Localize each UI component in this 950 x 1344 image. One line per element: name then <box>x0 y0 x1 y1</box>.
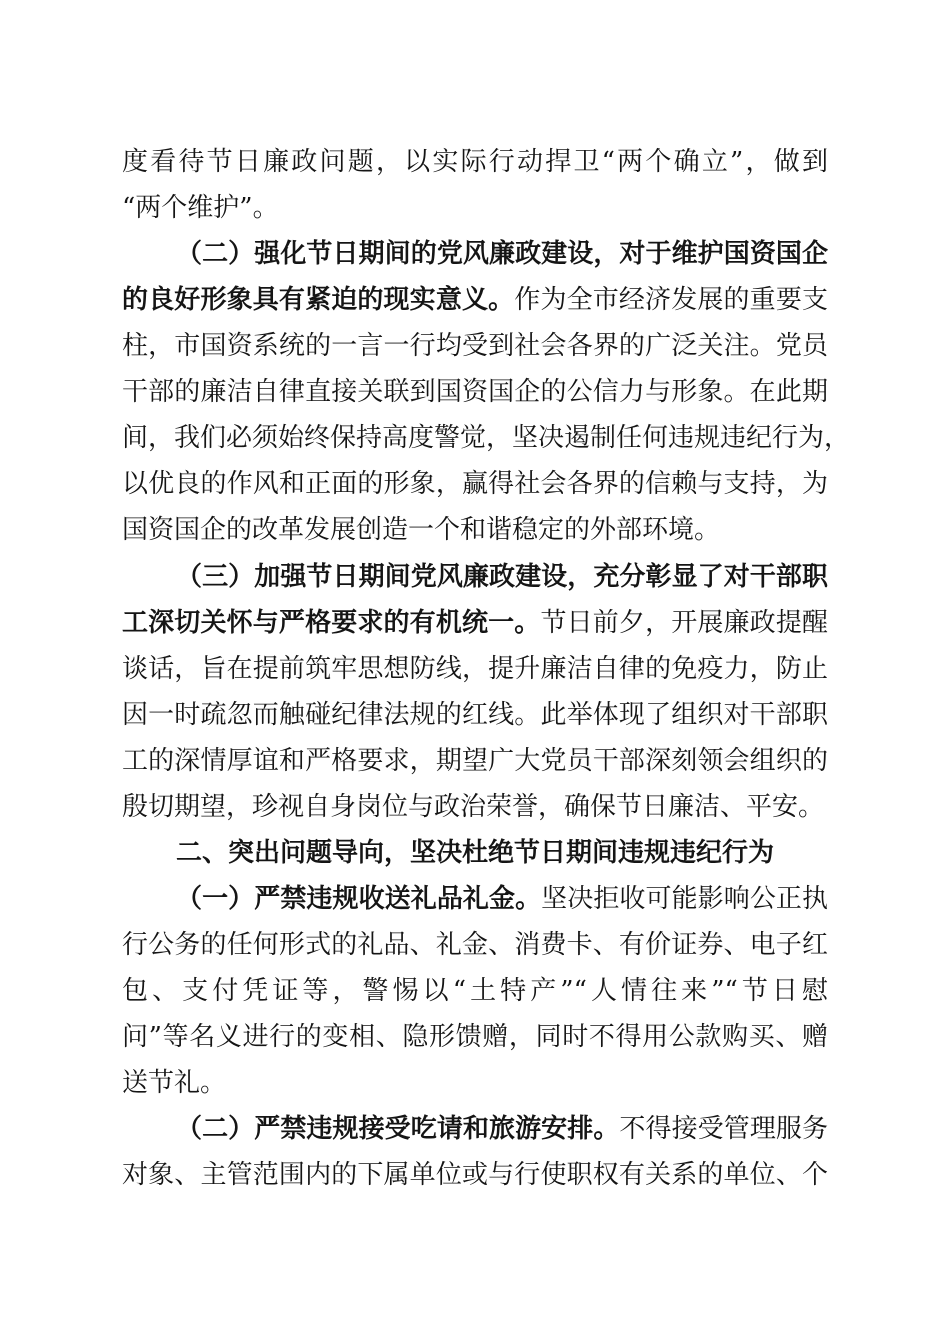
bold-text: （三）加强节日期间党风廉政建设，充分彰显了对干部职 <box>176 562 828 592</box>
text-line <box>122 1159 828 1191</box>
text-line <box>122 146 828 178</box>
line-text: 包、支付凭证等，警惕以“土特产”“人情往来”“节日慰 <box>122 976 828 1006</box>
text-line <box>122 929 828 961</box>
line-text: 送节礼。 <box>122 1068 227 1098</box>
line-text: 间，我们必须始终保持高度警觉，坚决遏制任何违规违纪行为， <box>122 423 851 453</box>
text-line <box>122 1021 828 1053</box>
line-text: 节日前夕，开展廉政提醒 <box>540 608 828 638</box>
text-line <box>122 653 828 685</box>
line-text: 作为全市经济发展的重要支 <box>514 285 828 315</box>
text-line <box>176 1113 828 1145</box>
line-text: 对象、主管范围内的下属单位或与行使职权有关系的单位、个 <box>122 1160 828 1190</box>
line-text: 以优良的作风和正面的形象，赢得社会各界的信赖与支持，为 <box>122 469 828 499</box>
line-text: 柱，市国资系统的一言一行均受到社会各界的广泛关注。党员 <box>122 331 828 361</box>
text-line <box>176 238 828 270</box>
text-line <box>122 1067 226 1099</box>
text-line <box>176 561 828 593</box>
bold-text: 的良好形象具有紧迫的现实意义。 <box>122 285 515 315</box>
bold-text: 工深切关怀与严格要求的有机统一。 <box>122 608 541 638</box>
line-text: 干部的廉洁自律直接关联到国资国企的公信力与形象。在此期 <box>122 377 828 407</box>
text-line <box>122 468 828 500</box>
line-text: 问”等名义进行的变相、隐形馈赠，同时不得用公款购买、赠 <box>122 1022 828 1052</box>
bold-text: （二）强化节日期间的党风廉政建设，对于维护国资国企 <box>176 239 828 269</box>
line-text: 谈话，旨在提前筑牢思想防线，提升廉洁自律的免疫力，防止 <box>122 654 828 684</box>
line-text: 国资国企的改革发展创造一个和谐稳定的外部环境。 <box>122 515 721 545</box>
line-text: “两个维护”。 <box>122 193 279 223</box>
heading-text: 二、突出问题导向，坚决杜绝节日期间违规违纪行为 <box>176 838 775 868</box>
text-line <box>122 745 828 777</box>
text-line <box>122 607 828 639</box>
bold-text: （二）严禁违规接受吃请和旅游安排。 <box>176 1114 620 1144</box>
line-text: 不得接受管理服务 <box>619 1114 828 1144</box>
text-line <box>122 791 824 823</box>
line-text: 殷切期望，珍视自身岗位与政治荣誉，确保节日廉洁、平安。 <box>122 792 825 822</box>
line-text: 度看待节日廉政问题，以实际行动捍卫“两个确立”，做到 <box>122 147 828 177</box>
bold-text: （一）严禁违规收送礼品礼金。 <box>176 884 542 914</box>
text-line <box>122 192 279 224</box>
line-text: 坚决拒收可能影响公正执 <box>541 884 828 914</box>
text-line <box>122 376 828 408</box>
text-line <box>122 975 828 1007</box>
text-line <box>122 514 720 546</box>
text-line <box>122 422 851 454</box>
line-text: 行公务的任何形式的礼品、礼金、消费卡、有价证券、电子红 <box>122 930 828 960</box>
section-heading <box>176 837 774 869</box>
text-line <box>122 699 828 731</box>
text-line <box>122 284 828 316</box>
line-text: 因一时疏忽而触碰纪律法规的红线。此举体现了组织对干部职 <box>122 700 828 730</box>
text-line <box>122 330 828 362</box>
text-line <box>176 883 828 915</box>
line-text: 工的深情厚谊和严格要求，期望广大党员干部深刻领会组织的 <box>122 746 828 776</box>
